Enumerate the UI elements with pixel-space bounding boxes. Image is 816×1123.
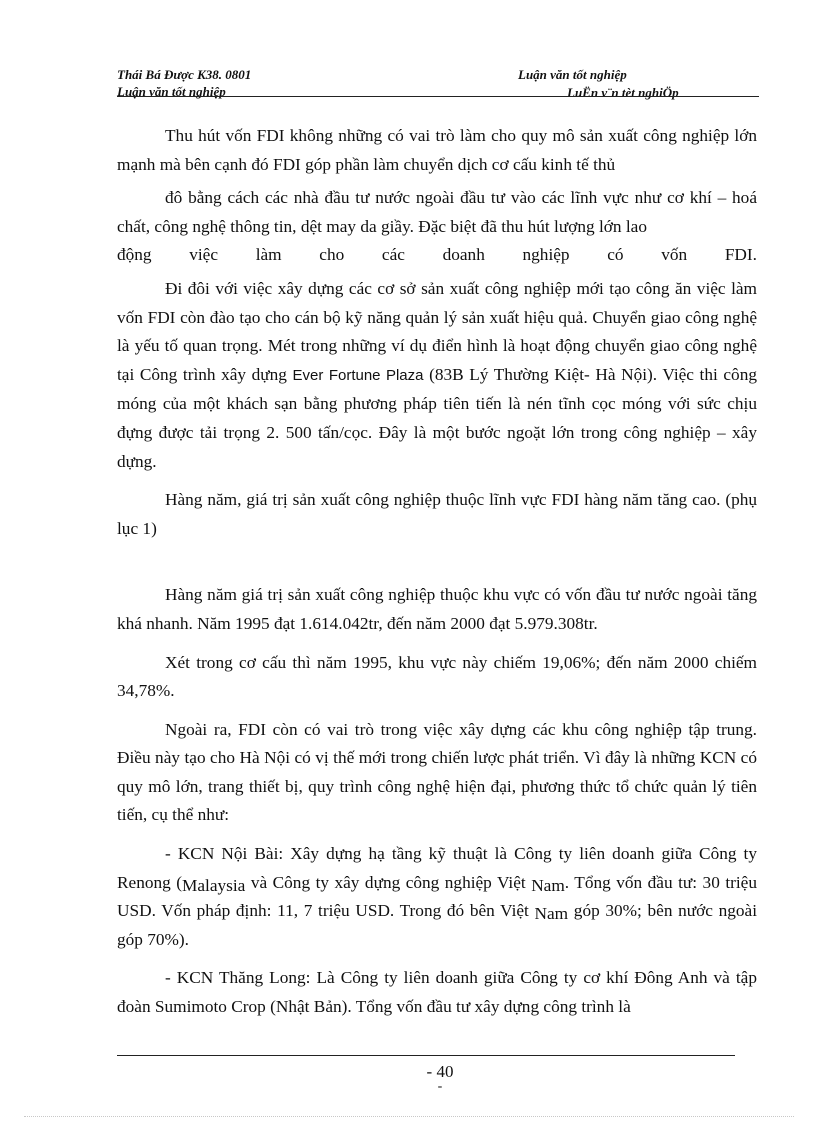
page-bottom-edge — [24, 1116, 794, 1117]
vietnam-label-2: Nam — [534, 904, 569, 924]
paragraph-structure-share: Xét trong cơ cấu thì năm 1995, khu vực này chiếm 19,06%; đến năm 2000 chiếm 34,78%. — [117, 652, 757, 701]
kcn-noi-bai-text-a: - KCN Nội Bài: Xây dựng hạ tầng kỹ thuật là Công ty liên doanh giữa Công ty Renong ( — [117, 844, 757, 892]
paragraph-kcn-thang-long: - KCN Thăng Long: Là Công ty liên doanh giữa Công ty cơ khí Đông Anh và tập đoàn Sumimoto Crop (Nhật Bản). Tổng vốn đầu tư xây dựng công trình là — [117, 968, 757, 1017]
page-body — [117, 122, 757, 1032]
header-divider — [117, 96, 759, 97]
kcn-noi-bai-text-g: góp 30%; bên nước ngoài góp 70%). — [117, 901, 758, 949]
paragraph-technology-transfer — [117, 275, 757, 476]
ever-fortune-plaza-name: Ever Fortune Plaza — [292, 366, 424, 384]
header-author: Thái Bá Được K38. 0801 — [117, 67, 252, 82]
header-thesis-title: Luận văn tốt nghiệp — [518, 67, 627, 82]
paragraph-fdi-sectors — [117, 184, 757, 241]
malaysia-label: Malaysia — [182, 875, 246, 895]
paragraph-fdi-sectors-end — [117, 241, 757, 270]
vietnam-label-1: Nam — [531, 875, 565, 895]
paragraph-fdi-role: Thu hút vốn FDI không những có vai trò làm cho quy mô sản xuất công nghiệp lớn mạnh mà bên cạnh đó FDI góp phần làm chuyển dịch cơ cấu kinh tế thủ — [117, 126, 757, 174]
page-number: - 40 — [426, 1062, 454, 1081]
paragraph-annual-growth: Hàng năm, giá trị sản xuất công nghiệp thuộc lĩnh vực FDI hàng năm tăng cao. (phụ lục 1) — [117, 490, 757, 538]
paragraph-fdi-sectors-end-text: động việc làm cho các doanh nghiệp có vốn FDI. — [117, 245, 757, 265]
header-thesis-title-garbled: LuËn v¨n tèt nghiÖp — [567, 85, 679, 100]
paragraph-technology-transfer-text: Đi đôi với việc xây dựng các cơ sở sản xuất công nghiệp mới tạo công ăn việc làm vốn FDI còn đào tạo cho cán bộ kỹ năng quản lý sản xuất hiệu quả. Chuyển giao công nghệ là yếu tố quan trọng. Mét trong những ví dụ điển hình là hoạt động chuyển giao công nghệ tại Công trình xây dựng — [117, 278, 757, 384]
paragraph-production-value: Hàng năm giá trị sản xuất công nghiệp thuộc khu vực có vốn đầu tư nước ngoài tăng khá nhanh. Năm 1995 đạt 1.614.042tr, đến năm 2000 đạt 5.979.308tr. — [117, 585, 757, 633]
footer-divider — [117, 1055, 735, 1056]
kcn-noi-bai-text-e: . Tổng vốn đầu tư: 30 triệu USD. Vốn pháp định: 11, 7 triệu USD. Trong đó bên Việt — [117, 872, 757, 921]
paragraph-technology-transfer-continued: (83B Lý Thường Kiệt- Hà Nội). Việc thi công móng của một khách sạn bằng phương pháp tiên tiến là nén tĩnh cọc móng với sức chịu đựng được tải trọng 2. 500 tấn/cọc. Đây là một bước ngoặt lớn trong công nghiệp – xây dựng. — [117, 364, 757, 471]
page-number-dash: - — [437, 1079, 443, 1094]
paragraph-kcn-noi-bai — [117, 840, 757, 954]
kcn-noi-bai-text-c: và Công ty xây dựng công nghiệp Việt — [250, 872, 526, 892]
header-thesis-title-secondary: Luận văn tốt nghiệp — [117, 84, 226, 99]
paragraph-industrial-zones: Ngoài ra, FDI còn có vai trò trong việc xây dựng các khu công nghiệp tập trung. Điều này tạo cho Hà Nội có vị thế mới trong chiến lược phát triển. Vì đây là những KCN có quy mô lớn, trang thiết bị, quy trình công nghệ hiện đại, phương thức tổ chức quản lý tiên tiến, cụ thể như: — [117, 719, 757, 825]
paragraph-fdi-sectors-text: đô bằng cách các nhà đầu tư nước ngoài đầu tư vào các lĩnh vực như cơ khí – hoá chất, công nghệ thông tin, dệt may da giầy. Đặc biệt đã thu hút lượng lớn lao — [117, 188, 757, 236]
